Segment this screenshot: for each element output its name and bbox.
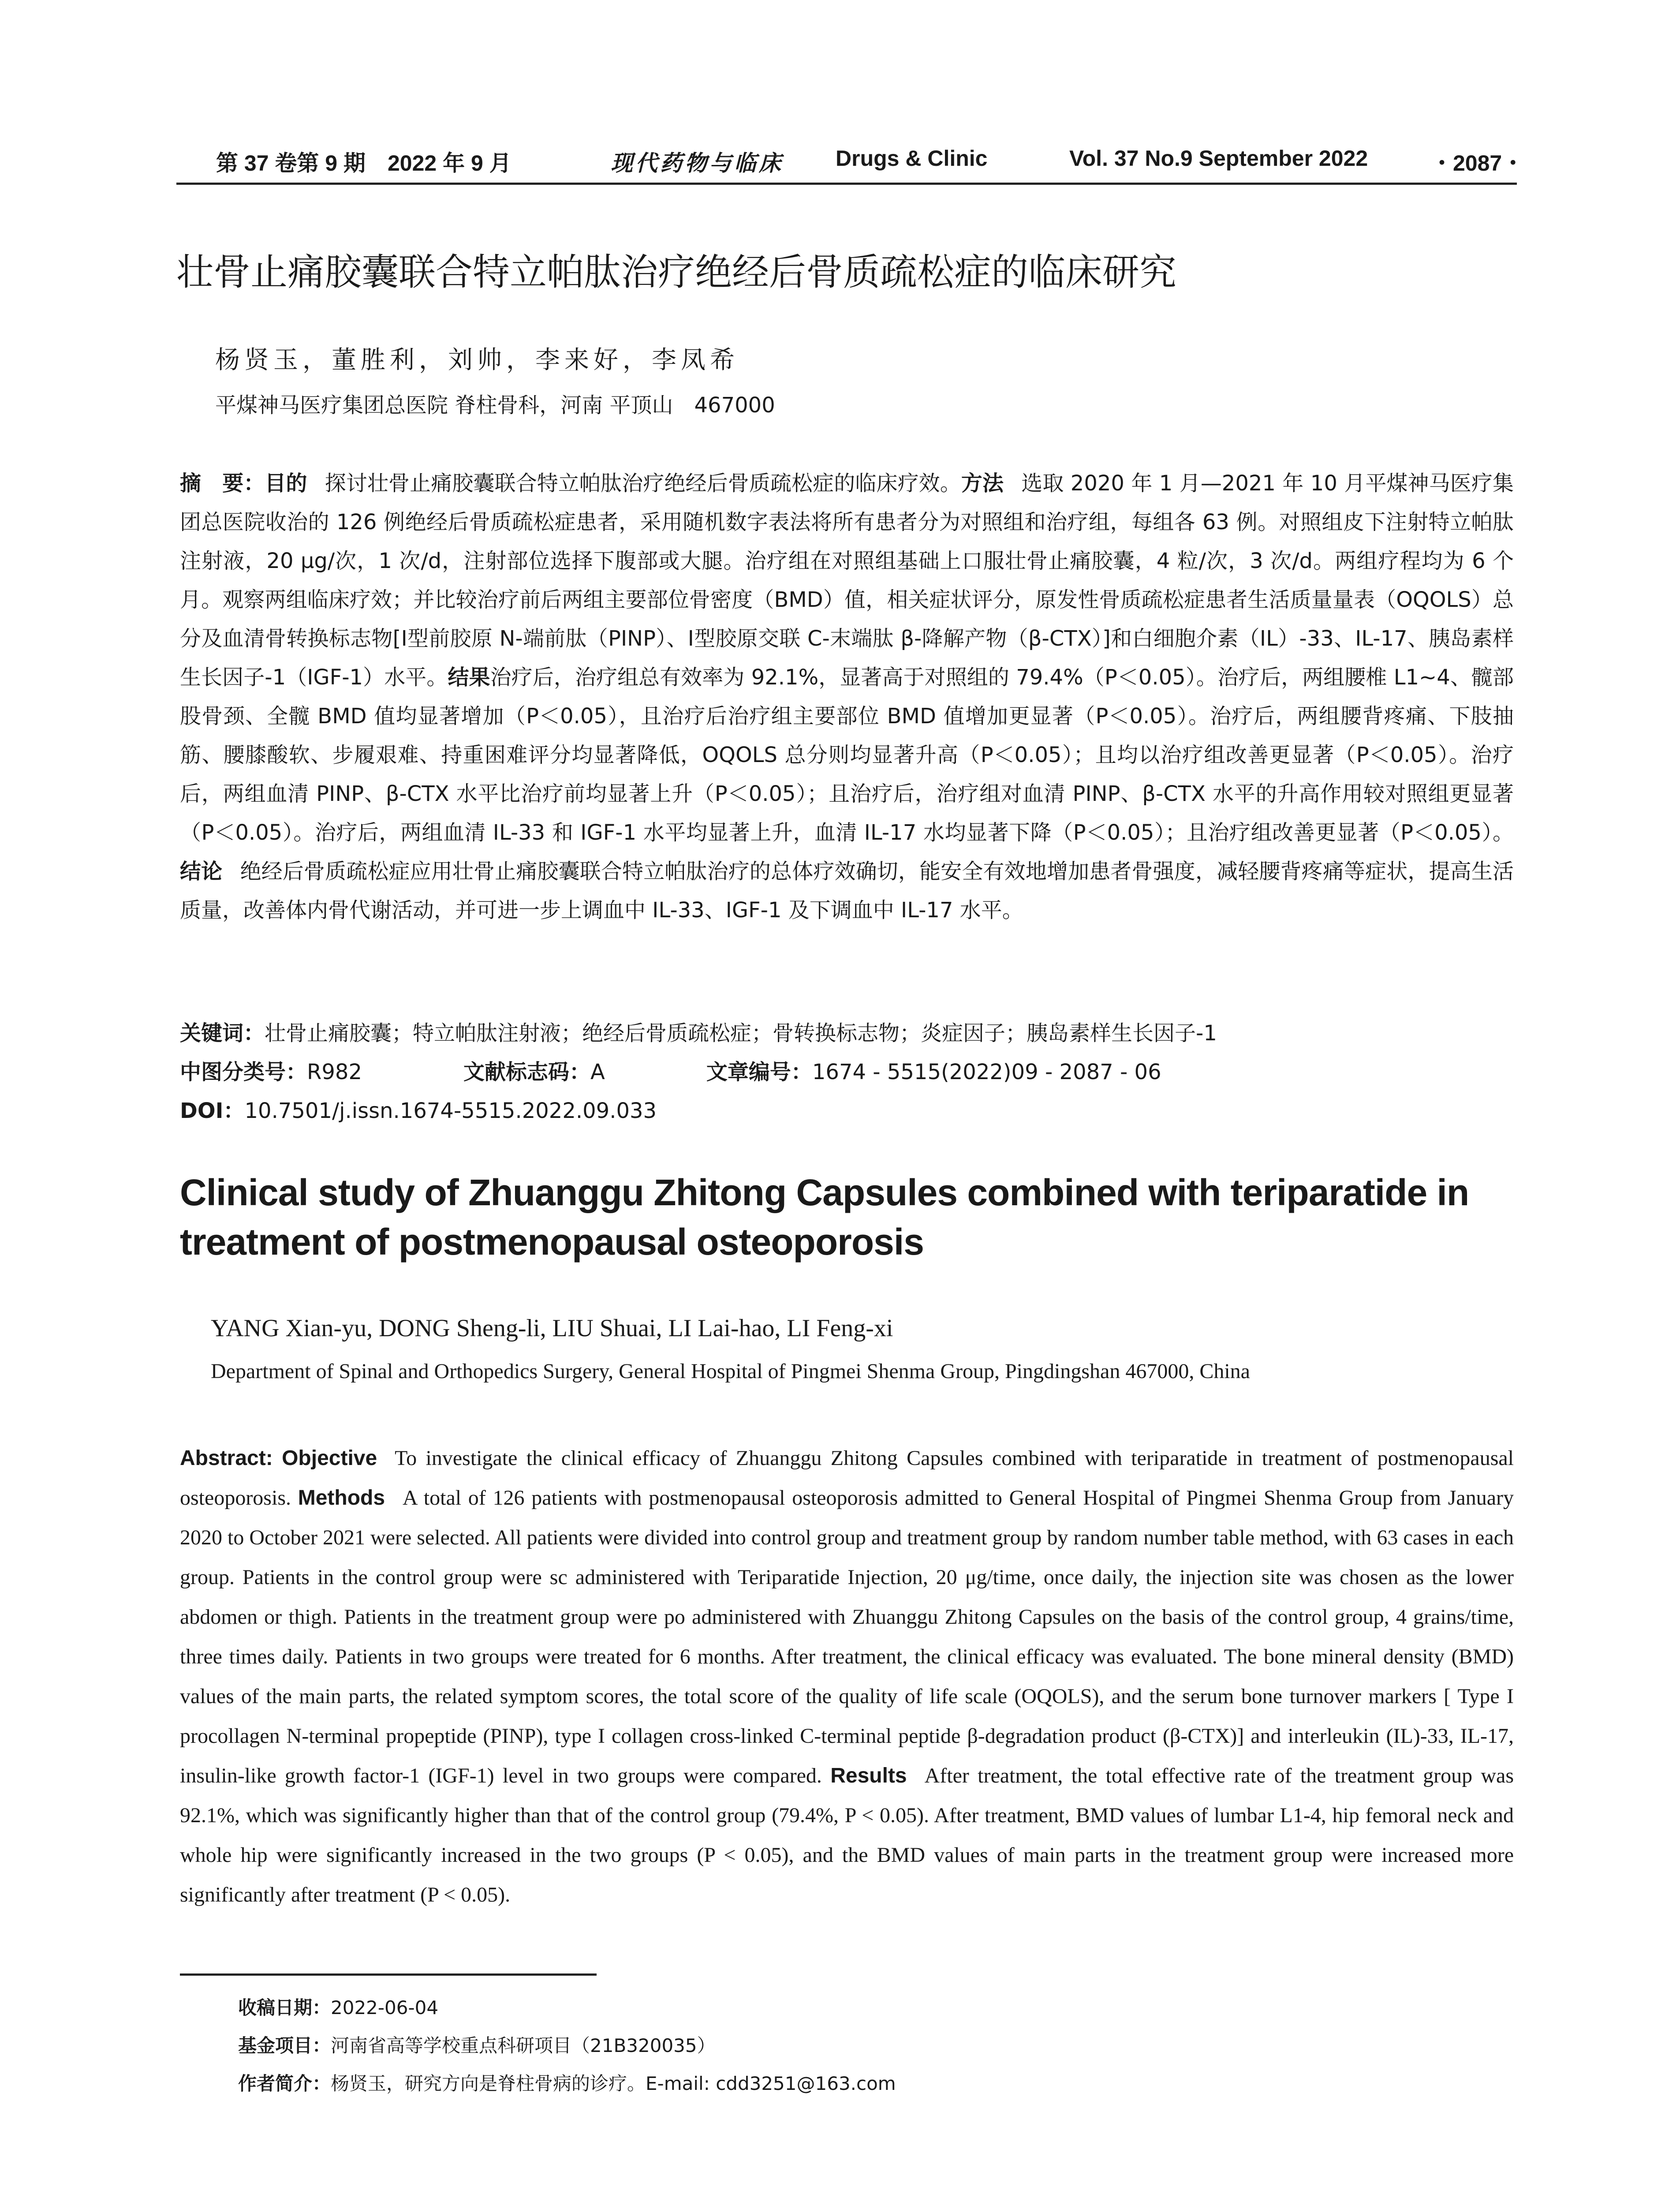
clc-label: 中图分类号： xyxy=(180,1060,307,1084)
article-number-label: 文章编号： xyxy=(706,1060,812,1084)
abstract-en xyxy=(180,1439,1514,1915)
header-journal-name-cn: 现代药物与临床 xyxy=(611,150,784,176)
results-cn-label: 结果 xyxy=(448,665,490,690)
conclusion-cn-text: 绝经后骨质疏松症应用壮骨止痛胶囊联合特立帕肽治疗的总体疗效确切，能安全有效地增加患者骨强度，减轻腰背疼痛等症状，提高生活质量，改善体内骨代谢活动，并可进一步上调血中 IL-33、IGF-1 及下调血中 IL-17 水平。 xyxy=(180,859,1514,923)
clc-value: R982 xyxy=(307,1060,362,1084)
doc-code-value: A xyxy=(590,1060,605,1084)
author-bio-label: 作者简介： xyxy=(238,2073,331,2094)
article-title-cn: 壮骨止痛胶囊联合特立帕肽治疗绝经后骨质疏松症的临床研究 xyxy=(176,250,1177,294)
affiliation-en: Department of Spinal and Orthopedics Surgery, General Hospital of Pingmei Shenma Group, Pingdingshan 467000, China xyxy=(211,1360,1250,1383)
keywords-cn-label: 关键词： xyxy=(180,1021,265,1046)
classification-line xyxy=(180,1055,1161,1085)
doi-line xyxy=(180,1094,657,1124)
keywords-cn xyxy=(180,1016,1217,1046)
affiliation-cn: 平煤神马医疗集团总医院 脊柱骨科，河南 平顶山 467000 xyxy=(215,393,775,418)
objective-en-text: To investigate the clinical efficacy of Zhuanggu Zhitong Capsules combined with teriparatide in treatment of postmenopausal osteoporosis. xyxy=(180,1446,1514,1510)
abstract-cn-label: 摘 要： xyxy=(180,471,265,496)
fund-label: 基金项目： xyxy=(238,2035,331,2056)
article-title-en: Clinical study of Zhuanggu Zhitong Capsules combined with teriparatide in treatment of postmenopausal osteoporosis xyxy=(180,1172,1469,1263)
abstract-cn xyxy=(180,464,1514,930)
results-en-text: After treatment, the total effective rate of the treatment group was 92.1%, which was significantly higher than that of the control group (79.4%, P < 0.05). After treatment, BMD values of lumbar L1-4, hip femoral neck and whole hip were significantly increased in the two groups (P < 0.05), and the BMD values of main parts in the treatment group were increased more significantly after treatment (P < 0.05). xyxy=(180,1764,1514,1906)
footnote-author xyxy=(238,2069,896,2107)
conclusion-cn-label: 结论 xyxy=(180,859,223,884)
running-header xyxy=(176,140,1524,185)
header-journal-name-en: Drugs & Clinic xyxy=(836,146,988,171)
objective-cn-text: 探讨壮骨止痛胶囊联合特立帕肽治疗绝经后骨质疏松症的临床疗效。 xyxy=(325,471,961,496)
methods-en-text: A total of 126 patients with postmenopausal osteoporosis admitted to General Hospital of Pingmei Shenma Group from January 2020 to October 2021 were selected. All patients were divided into control group and treatment group by random number table method, with 63 cases in each group. Patients in the control group were sc administered with Teriparatide Injection, 20 μg/time, once daily, the injection site was chosen as the lower abdomen or thigh. Patients in the treatment group were po administered with Zhuanggu Zhitong Capsules on the basis of the control group, 4 grains/time, three times daily. Patients in two groups were treated for 6 months. After treatment, the clinical efficacy was evaluated. The bone mineral density (BMD) values of the main parts, the related symptom scores, the total score of the quality of life scale (OQOLS), and the serum bone turnover markers [ Type I procollagen N-terminal propeptide (PINP), type I collagen cross-linked C-terminal peptide β-degradation product (β-CTX)] and interleukin (IL)-33, IL-17, insulin-like growth factor-1 (IGF-1) level in two groups were compared. xyxy=(180,1486,1514,1787)
footnotes xyxy=(238,1993,896,2107)
authors-en: YANG Xian-yu, DONG Sheng-li, LIU Shuai, LI Lai-hao, LI Feng-xi xyxy=(211,1315,893,1342)
results-en-label: Results xyxy=(830,1764,907,1787)
fund-value: 河南省高等学校重点科研项目（21B320035） xyxy=(331,2035,716,2056)
author-bio-value: 杨贤玉，研究方向是脊柱骨病的诊疗。E-mail: cdd3251@163.com xyxy=(331,2073,896,2094)
authors-cn: 杨贤玉，董胜利，刘帅，李来好，李凤希 xyxy=(215,346,739,374)
methods-cn-label: 方法 xyxy=(961,471,1004,496)
keywords-cn-text: 壮骨止痛胶囊；特立帕肽注射液；绝经后骨质疏松症；骨转换标志物；炎症因子；胰岛素样生长因子-1 xyxy=(265,1021,1217,1046)
received-date-value: 2022-06-04 xyxy=(331,1997,439,2018)
abstract-en-label: Abstract: xyxy=(180,1446,273,1470)
header-volume: Vol. 37 No.9 September 2022 xyxy=(1069,146,1368,171)
methods-en-label: Methods xyxy=(298,1486,385,1510)
footnote-divider xyxy=(180,1973,597,1976)
objective-cn-label: 目的 xyxy=(265,471,307,496)
header-page-number: ・2087・ xyxy=(1431,151,1524,176)
methods-cn-text: 选取 2020 年 1 月—2021 年 10 月平煤神马医疗集团总医院收治的 126 例绝经后骨质疏松症患者，采用随机数字表法将所有患者分为对照组和治疗组，每组各 63 例。对照组皮下注射特立帕肽注射液，20 μg/次，1 次/d，注射部位选择下腹部或大腿。治疗组在对照组基础上口服壮骨止痛胶囊，4 粒/次，3 次/d。两组疗程均为 6 个月。观察两组临床疗效；并比较治疗前后两组主要部位骨密度（BMD）值，相关症状评分，原发性骨质疏松症患者生活质量量表（OQOLS）总分及血清骨转换标志物[Ⅰ型前胶原 N-端前肽（PINP）、Ⅰ型胶原交联 C-末端肽 β-降解产物（β-CTX）]和白细胞介素（IL）-33、IL-17、胰岛素样生长因子-1（IGF-1）水平。 xyxy=(180,471,1514,690)
results-cn-text: 治疗后，治疗组总有效率为 92.1%，显著高于对照组的 79.4%（P＜0.05）。治疗后，两组腰椎 L1~4、髋部股骨颈、全髋 BMD 值均显著增加（P＜0.05），且治疗后治疗组主要部位 BMD 值增加更显著（P＜0.05）。治疗后，两组腰背疼痛、下肢抽筋、腰膝酸软、步履艰难、持重困难评分均显著降低，OQOLS 总分则均显著升高（P＜0.05）；且均以治疗组改善更显著（P＜0.05）。治疗后，两组血清 PINP、β-CTX 水平比治疗前均显著上升（P＜0.05）；且治疗后，治疗组对血清 PINP、β-CTX 水平的升高作用较对照组更显著（P＜0.05）。治疗后，两组血清 IL-33 和 IGF-1 水平均显著上升，血清 IL-17 水均显著下降（P＜0.05）；且治疗组改善更显著（P＜0.05）。 xyxy=(180,665,1514,845)
doi-value: 10.7501/j.issn.1674-5515.2022.09.033 xyxy=(244,1099,657,1123)
footnote-received xyxy=(238,1993,896,2031)
article-number-value: 1674 - 5515(2022)09 - 2087 - 06 xyxy=(812,1060,1161,1084)
doc-code-label: 文献标志码： xyxy=(463,1060,590,1084)
received-date-label: 收稿日期： xyxy=(238,1997,331,2018)
header-issue: 第 37 卷第 9 期 2022 年 9 月 xyxy=(216,151,511,176)
objective-en-label: Objective xyxy=(282,1446,377,1470)
footnote-fund xyxy=(238,2031,896,2069)
doi-label: DOI： xyxy=(180,1099,245,1123)
